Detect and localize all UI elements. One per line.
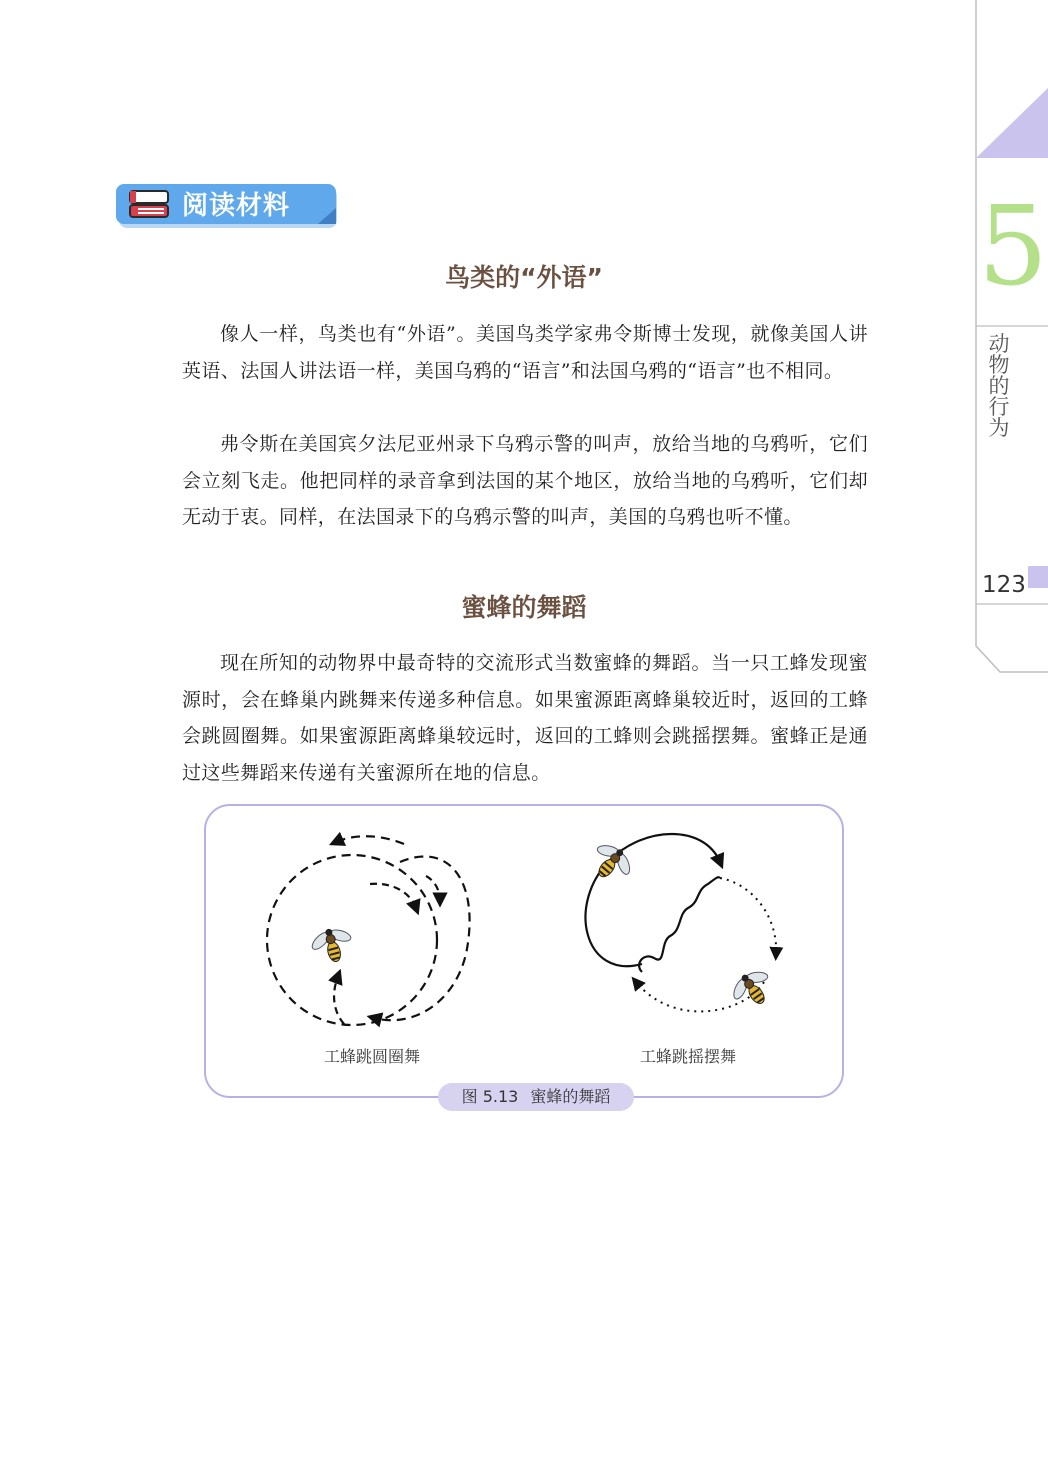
waggle-dance-caption: 工蜂跳摇摆舞	[639, 1047, 736, 1066]
chapter-title	[986, 334, 1012, 439]
round-dance-caption: 工蜂跳圆圈舞	[323, 1047, 420, 1066]
chapter-title-char: 行	[988, 395, 1010, 419]
chapter-number: 5	[978, 182, 1048, 310]
section1-title: 鸟类的“外语”	[445, 263, 603, 292]
round-dance-diagram	[267, 836, 470, 1025]
page-number: 123	[982, 572, 1026, 598]
chapter-title-char: 的	[988, 374, 1010, 398]
figure-number: 图 5.13	[461, 1087, 519, 1106]
banner-label: 阅读材料	[182, 191, 291, 221]
section1-paragraph-2: 弗令斯在美国宾夕法尼亚州录下乌鸦示警的叫声，放给当地的乌鸦听，它们会立刻飞走。他把同样的录音拿到法国的某个地区，放给当地的乌鸦听，它们却无动于衷。同样，在法国录下的乌鸦示警的叫声，美国的乌鸦也听不懂。	[182, 433, 868, 529]
section2-paragraph-1: 现在所知的动物界中最奇特的交流形式当数蜜蜂的舞蹈。当一只工蜂发现蜜源时，会在蜂巢内跳舞来传递多种信息。如果蜜源距离蜂巢较近时，返回的工蜂会跳圆圈舞。如果蜜源距离蜂巢较远时，返回的工蜂则会跳摇摆舞。蜜蜂正是通过这些舞蹈来传递有关蜜源所在地的信息。	[182, 652, 868, 784]
bee-icon	[725, 962, 780, 1015]
bee-icon	[307, 923, 358, 967]
chapter-title-char: 为	[988, 416, 1010, 440]
chapter-title-char: 物	[988, 353, 1010, 377]
chapter-title-char: 动	[988, 332, 1010, 356]
figure-caption	[438, 1083, 634, 1111]
section1-paragraph-1: 像人一样，鸟类也有“外语”。美国鸟类学家弗令斯博士发现，就像美国人讲英语、法国人讲法语一样，美国乌鸦的“语言”和法国乌鸦的“语言”也不相同。	[182, 323, 868, 382]
book-icon	[128, 187, 172, 223]
figure-title: 蜜蜂的舞蹈	[530, 1087, 611, 1106]
waggle-dance-diagram	[584, 834, 781, 1015]
section2-title: 蜜蜂的舞蹈	[461, 593, 587, 622]
reading-material-banner	[116, 184, 338, 228]
